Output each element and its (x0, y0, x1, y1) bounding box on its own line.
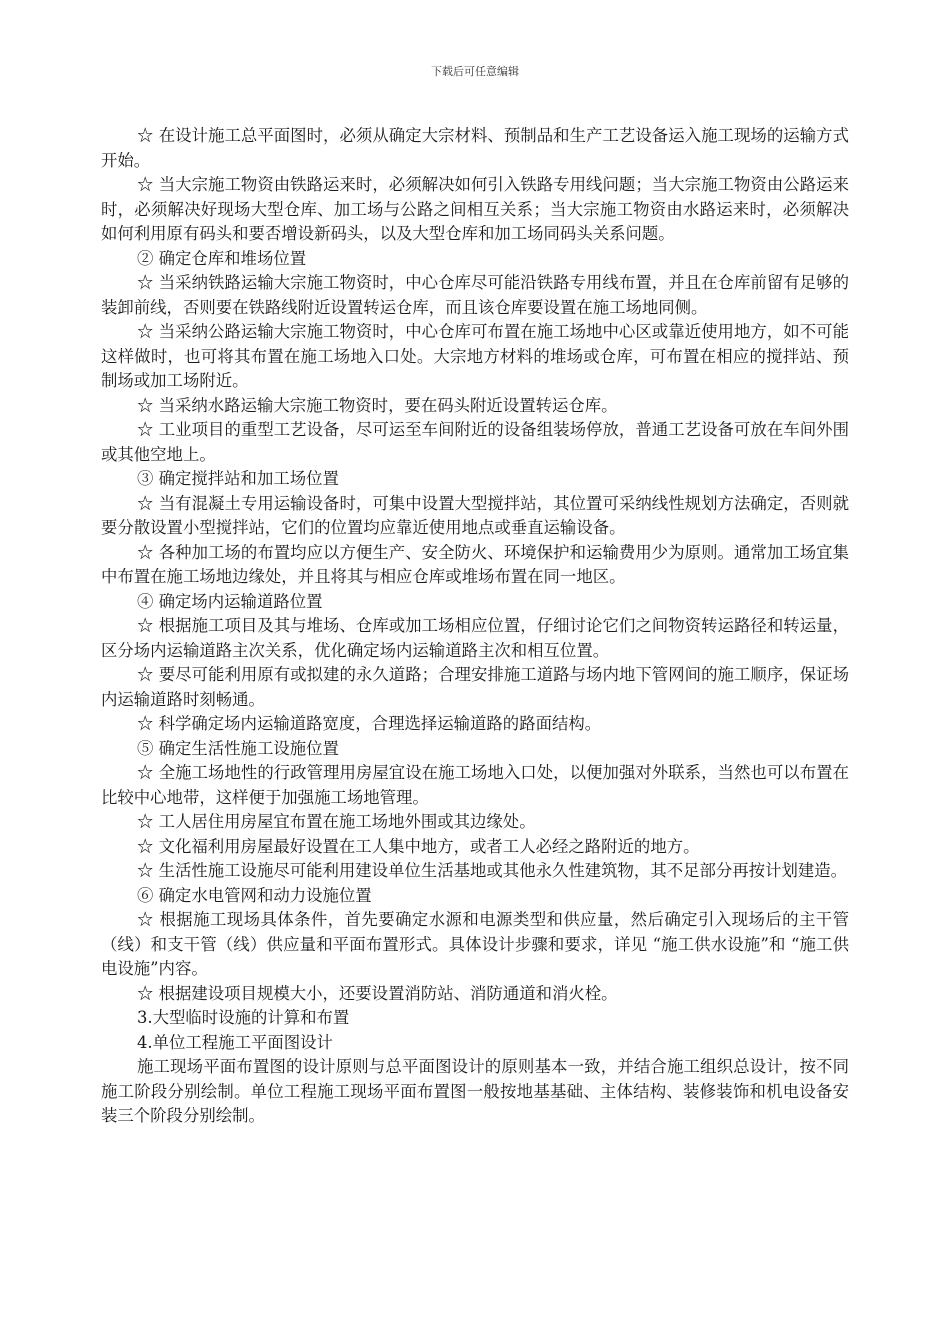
paragraph: ☆ 全施工场地性的行政管理用房屋宜设在施工场地入口处，以便加强对外联系，当然也可以布置在比较中心地带，这样便于加强施工场地管理。 (101, 763, 849, 807)
paragraph: ☆ 当采纳水路运输大宗施工物资时，要在码头附近设置转运仓库。 (137, 395, 618, 415)
section-heading: ④ 确定场内运输道路位置 (137, 591, 323, 611)
paragraph: ☆ 各种加工场的布置均应以方便生产、安全防火、环境保护和运输费用少为原则。通常加工场宜集中布置在施工场地边缘处，并且将其与相应仓库或堆场布置在同一地区。 (101, 542, 849, 586)
section-heading: ⑥ 确定水电管网和动力设施位置 (137, 885, 372, 905)
paragraph: ☆ 根据施工现场具体条件，首先要确定水源和电源类型和供应量，然后确定引入现场后的主干管（线）和支干管（线）供应量和平面布置形式。具体设计步骤和要求，详见 “施工供水设施”和 “施工供电设施”内容。 (101, 910, 849, 978)
paragraph: ☆ 文化福利用房屋最好设置在工人集中地方，或者工人必经之路附近的地方。 (137, 836, 700, 856)
paragraph: ☆ 要尽可能利用原有或拟建的永久道路；合理安排施工道路与场内地下管网间的施工顺序，保证场内运输道路时刻畅通。 (101, 665, 849, 709)
paragraph: ☆ 当有混凝土专用运输设备时，可集中设置大型搅拌站，其位置可采纳线性规划方法确定，否则就要分散设置小型搅拌站，它们的位置均应靠近使用地点或垂直运输设备。 (101, 493, 849, 537)
paragraph: ☆ 生活性施工设施尽可能利用建设单位生活基地或其他永久性建筑物，其不足部分再按计划建造。 (137, 861, 848, 880)
paragraph: ☆ 当采纳铁路运输大宗施工物资时，中心仓库尽可能沿铁路专用线布置，并且在仓库前留有足够的装卸前线，否则要在铁路线附近设置转运仓库，而且该仓库要设置在施工场地同侧。 (101, 273, 849, 317)
paragraph: ☆ 工人居住用房屋宜布置在施工场地外围或其边缘处。 (137, 812, 536, 831)
page-header: 下载后可任意编辑 (431, 65, 519, 78)
paragraph: ☆ 根据施工项目及其与堆场、仓库或加工场相应位置，仔细讨论它们之间物资转运路径和转运量，区分场内运输道路主次关系，优化确定场内运输道路主次和相互位置。 (101, 616, 849, 660)
section-heading: 3.大型临时设施的计算和布置 (137, 1008, 350, 1027)
section-heading: ③ 确定搅拌站和加工场位置 (137, 469, 339, 488)
paragraph: 施工现场平面布置图的设计原则与总平面图设计的原则基本一致，并结合施工组织总设计，按不同施工阶段分别绘制。单位工程施工现场平面布置图一般按地基基础、主体结构、装修装饰和机电设备安装三个阶段分别绘制。 (101, 1057, 849, 1125)
paragraph: ☆ 在设计施工总平面图时，必须从确定大宗材料、预制品和生产工艺设备运入施工现场的运输方式开始。 (101, 126, 849, 170)
paragraph: ☆ 工业项目的重型工艺设备，尽可运至车间附近的设备组装场停放，普通工艺设备可放在车间外围或其他空地上。 (101, 420, 849, 464)
section-heading: ② 确定仓库和堆场位置 (137, 248, 307, 268)
section-heading: ⑤ 确定生活性施工设施位置 (137, 738, 339, 758)
document-body (101, 124, 849, 1129)
paragraph: ☆ 根据建设项目规模大小，还要设置消防站、消防通道和消火栓。 (137, 983, 618, 1003)
section-heading: 4.单位工程施工平面图设计 (137, 1032, 333, 1052)
paragraph: ☆ 当采纳公路运输大宗施工物资时，中心仓库可布置在施工场地中心区或靠近使用地方，如不可能这样做时，也可将其布置在施工场地入口处。大宗地方材料的堆场或仓库，可布置在相应的搅拌站、预制场或加工场附近。 (101, 322, 849, 390)
paragraph: ☆ 当大宗施工物资由铁路运来时，必须解决如何引入铁路专用线问题；当大宗施工物资由公路运来时，必须解决好现场大型仓库、加工场与公路之间相互关系；当大宗施工物资由水路运来时，必须解决如何利用原有码头和要否增设新码头，以及大型仓库和加工场同码头关系问题。 (101, 175, 849, 243)
paragraph: ☆ 科学确定场内运输道路宽度，合理选择运输道路的路面结构。 (137, 714, 602, 733)
